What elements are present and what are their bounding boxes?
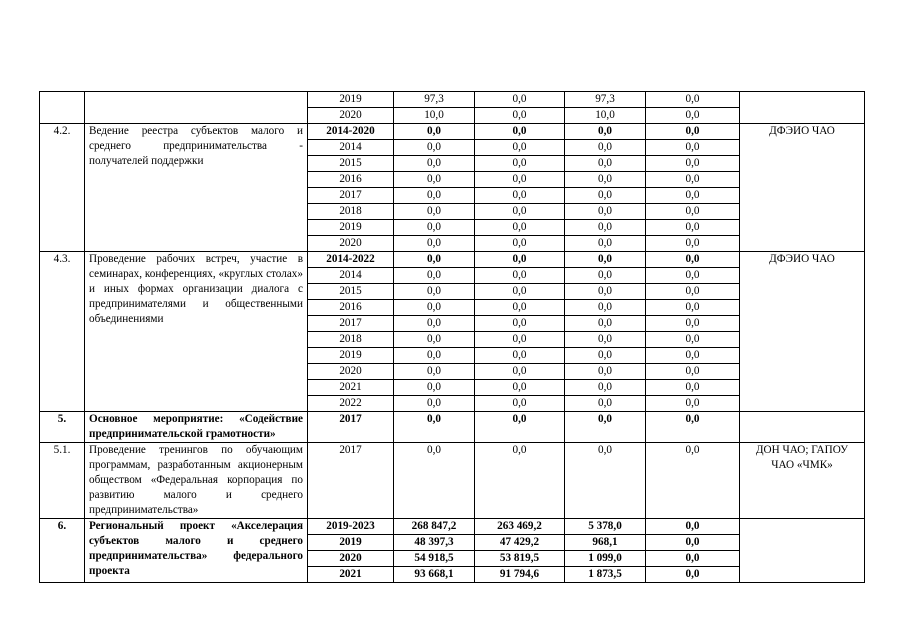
amount-cell: 10,0 [565, 108, 646, 124]
year-cell: 2022 [308, 396, 394, 412]
amount-cell: 0,0 [565, 204, 646, 220]
amount-cell: 0,0 [565, 172, 646, 188]
amount-cell: 0,0 [646, 140, 740, 156]
amount-cell: 0,0 [565, 220, 646, 236]
amount-cell: 0,0 [475, 172, 565, 188]
year-cell: 2020 [308, 236, 394, 252]
amount-cell: 0,0 [475, 396, 565, 412]
amount-cell: 0,0 [565, 268, 646, 284]
item-number: 5. [40, 412, 85, 443]
amount-cell: 0,0 [646, 284, 740, 300]
amount-cell: 0,0 [565, 140, 646, 156]
amount-cell: 0,0 [475, 124, 565, 140]
executor-cell: ДФЭИО ЧАО [740, 124, 865, 252]
year-cell: 2016 [308, 300, 394, 316]
amount-cell: 0,0 [394, 443, 475, 519]
year-cell: 2014 [308, 268, 394, 284]
item-name: Основное мероприятие: «Содействие предпринимательской грамотности» [85, 412, 308, 443]
table-body [40, 92, 865, 583]
item-number: 6. [40, 519, 85, 583]
budget-table [39, 91, 865, 583]
amount-cell: 0,0 [646, 567, 740, 583]
amount-cell: 0,0 [646, 156, 740, 172]
year-cell: 2019 [308, 220, 394, 236]
amount-cell: 48 397,3 [394, 535, 475, 551]
year-cell: 2020 [308, 364, 394, 380]
amount-cell: 0,0 [565, 316, 646, 332]
amount-cell: 0,0 [475, 252, 565, 268]
item-name: Проведение тренингов по обучающим программам, разработанным акционерным обществом «Федеральная корпорация по развитию малого и среднего предпринимательства» [85, 443, 308, 519]
year-cell: 2018 [308, 204, 394, 220]
year-cell: 2021 [308, 380, 394, 396]
amount-cell: 0,0 [646, 380, 740, 396]
executor-cell: ДФЭИО ЧАО [740, 252, 865, 412]
year-cell: 2017 [308, 316, 394, 332]
item-number: 4.2. [40, 124, 85, 252]
amount-cell: 0,0 [646, 443, 740, 519]
amount-cell: 0,0 [475, 380, 565, 396]
amount-cell: 10,0 [394, 108, 475, 124]
year-cell: 2014-2022 [308, 252, 394, 268]
year-cell: 2017 [308, 412, 394, 443]
executor-cell [740, 92, 865, 124]
year-cell: 2019-2023 [308, 519, 394, 535]
amount-cell: 47 429,2 [475, 535, 565, 551]
amount-cell: 0,0 [475, 284, 565, 300]
item-number: 5.1. [40, 443, 85, 519]
year-cell: 2020 [308, 108, 394, 124]
year-cell: 2018 [308, 332, 394, 348]
amount-cell: 0,0 [565, 300, 646, 316]
amount-cell: 93 668,1 [394, 567, 475, 583]
executor-cell [740, 519, 865, 583]
amount-cell: 0,0 [394, 156, 475, 172]
amount-cell: 5 378,0 [565, 519, 646, 535]
amount-cell: 0,0 [565, 156, 646, 172]
amount-cell: 0,0 [565, 443, 646, 519]
amount-cell: 0,0 [475, 300, 565, 316]
amount-cell: 0,0 [475, 268, 565, 284]
amount-cell: 0,0 [565, 284, 646, 300]
amount-cell: 0,0 [394, 300, 475, 316]
table-row [40, 92, 865, 108]
amount-cell: 0,0 [646, 236, 740, 252]
amount-cell: 1 099,0 [565, 551, 646, 567]
amount-cell: 0,0 [475, 443, 565, 519]
amount-cell: 0,0 [394, 284, 475, 300]
item-name [85, 92, 308, 124]
amount-cell: 0,0 [394, 236, 475, 252]
amount-cell: 0,0 [475, 188, 565, 204]
amount-cell: 0,0 [646, 412, 740, 443]
amount-cell: 0,0 [646, 519, 740, 535]
year-cell: 2017 [308, 443, 394, 519]
amount-cell: 0,0 [394, 188, 475, 204]
amount-cell: 0,0 [646, 268, 740, 284]
amount-cell: 0,0 [565, 364, 646, 380]
amount-cell: 968,1 [565, 535, 646, 551]
amount-cell: 263 469,2 [475, 519, 565, 535]
amount-cell: 0,0 [646, 396, 740, 412]
amount-cell: 0,0 [475, 348, 565, 364]
amount-cell: 97,3 [394, 92, 475, 108]
amount-cell: 0,0 [646, 348, 740, 364]
amount-cell: 0,0 [646, 300, 740, 316]
amount-cell: 0,0 [646, 124, 740, 140]
amount-cell: 0,0 [475, 220, 565, 236]
amount-cell: 0,0 [475, 156, 565, 172]
item-number: 4.3. [40, 252, 85, 412]
amount-cell: 0,0 [394, 268, 475, 284]
amount-cell: 0,0 [646, 535, 740, 551]
amount-cell: 0,0 [646, 204, 740, 220]
table-row [40, 443, 865, 519]
executor-cell: ДОН ЧАО; ГАПОУ ЧАО «ЧМК» [740, 443, 865, 519]
amount-cell: 0,0 [394, 412, 475, 443]
year-cell: 2016 [308, 172, 394, 188]
item-number [40, 92, 85, 124]
amount-cell: 0,0 [646, 332, 740, 348]
item-name: Проведение рабочих встреч, участие в семинарах, конференциях, «круглых столах» и иных формах организации диалога с предпринимателями и общественными объединениями [85, 252, 308, 412]
amount-cell: 0,0 [475, 412, 565, 443]
amount-cell: 0,0 [646, 551, 740, 567]
amount-cell: 0,0 [394, 172, 475, 188]
amount-cell: 0,0 [475, 316, 565, 332]
table-row [40, 252, 865, 268]
amount-cell: 268 847,2 [394, 519, 475, 535]
amount-cell: 0,0 [475, 364, 565, 380]
amount-cell: 0,0 [475, 332, 565, 348]
amount-cell: 0,0 [565, 412, 646, 443]
amount-cell: 0,0 [394, 396, 475, 412]
year-cell: 2014-2020 [308, 124, 394, 140]
amount-cell: 0,0 [475, 140, 565, 156]
executor-cell [740, 412, 865, 443]
amount-cell: 0,0 [475, 236, 565, 252]
table-row [40, 124, 865, 140]
amount-cell: 0,0 [565, 252, 646, 268]
amount-cell: 0,0 [646, 108, 740, 124]
amount-cell: 0,0 [646, 188, 740, 204]
amount-cell: 97,3 [565, 92, 646, 108]
amount-cell: 0,0 [646, 220, 740, 236]
year-cell: 2015 [308, 156, 394, 172]
amount-cell: 0,0 [475, 204, 565, 220]
amount-cell: 0,0 [565, 124, 646, 140]
amount-cell: 0,0 [646, 364, 740, 380]
amount-cell: 91 794,6 [475, 567, 565, 583]
amount-cell: 0,0 [565, 380, 646, 396]
year-cell: 2020 [308, 551, 394, 567]
amount-cell: 0,0 [565, 236, 646, 252]
table-row [40, 519, 865, 535]
amount-cell: 1 873,5 [565, 567, 646, 583]
amount-cell: 0,0 [394, 364, 475, 380]
amount-cell: 0,0 [394, 332, 475, 348]
year-cell: 2021 [308, 567, 394, 583]
table-row [40, 412, 865, 443]
year-cell: 2017 [308, 188, 394, 204]
amount-cell: 0,0 [394, 380, 475, 396]
amount-cell: 0,0 [565, 396, 646, 412]
amount-cell: 0,0 [394, 204, 475, 220]
amount-cell: 0,0 [565, 348, 646, 364]
amount-cell: 0,0 [565, 332, 646, 348]
amount-cell: 0,0 [475, 108, 565, 124]
year-cell: 2014 [308, 140, 394, 156]
amount-cell: 53 819,5 [475, 551, 565, 567]
amount-cell: 0,0 [394, 316, 475, 332]
amount-cell: 0,0 [646, 92, 740, 108]
amount-cell: 0,0 [394, 252, 475, 268]
item-name: Региональный проект «Акселерация субъектов малого и среднего предпринимательства» федерального проекта [85, 519, 308, 583]
year-cell: 2019 [308, 92, 394, 108]
amount-cell: 54 918,5 [394, 551, 475, 567]
amount-cell: 0,0 [646, 252, 740, 268]
year-cell: 2019 [308, 535, 394, 551]
amount-cell: 0,0 [646, 172, 740, 188]
year-cell: 2015 [308, 284, 394, 300]
year-cell: 2019 [308, 348, 394, 364]
amount-cell: 0,0 [565, 188, 646, 204]
amount-cell: 0,0 [394, 140, 475, 156]
amount-cell: 0,0 [394, 220, 475, 236]
item-name: Ведение реестра субъектов малого и среднего предпринимательства - получателей поддержки [85, 124, 308, 252]
amount-cell: 0,0 [646, 316, 740, 332]
amount-cell: 0,0 [394, 124, 475, 140]
amount-cell: 0,0 [394, 348, 475, 364]
amount-cell: 0,0 [475, 92, 565, 108]
